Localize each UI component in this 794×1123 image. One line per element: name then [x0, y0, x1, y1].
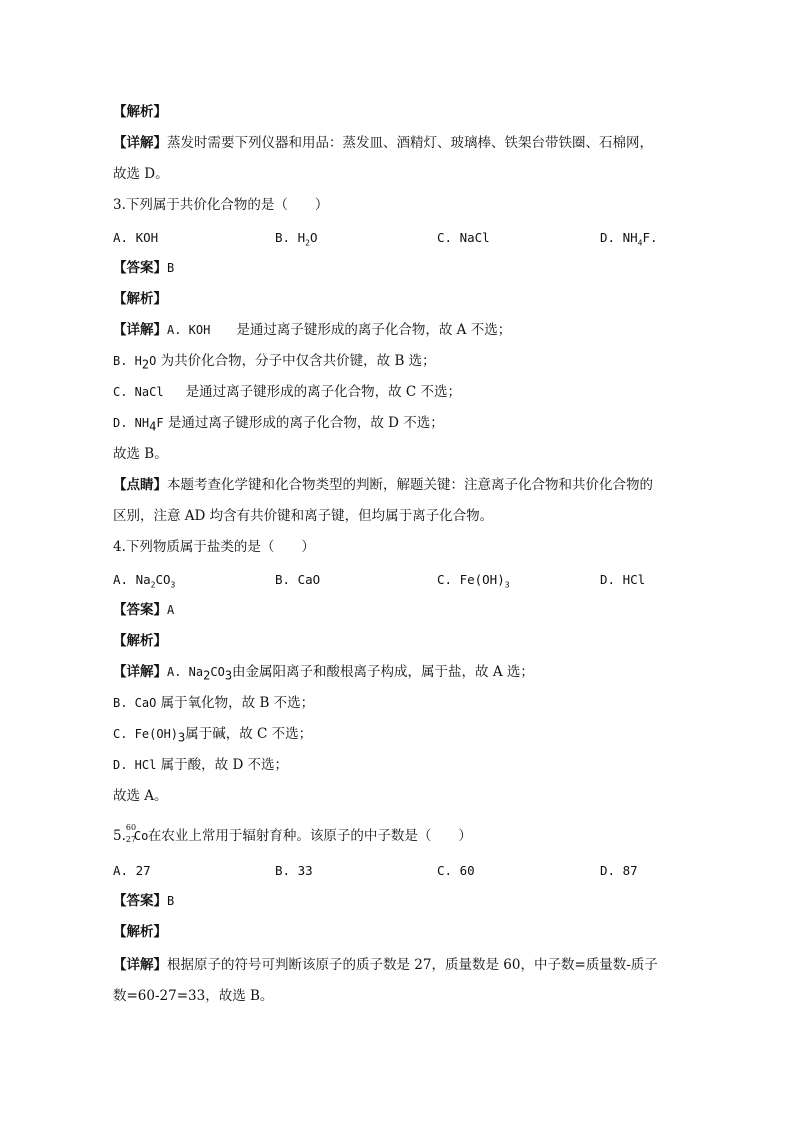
q5-detail-line2: 数=60-27=33，故选 B。 — [113, 988, 274, 1004]
q5-option-d: D. 87 — [600, 863, 638, 878]
q2-detail-text: 蒸发时需要下列仪器和用品：蒸发皿、酒精灯、玻璃棒、铁架台带铁圈、石棉网， — [167, 135, 653, 151]
nuclide-symbol: 60 27 Co — [125, 823, 149, 844]
q4-answer: 【答案】A — [113, 602, 175, 618]
q4-detail-c: C. $Fe(OH)_3$属于碱，故 C 不选； — [113, 726, 313, 745]
q4-conclusion: 故选 A。 — [113, 788, 168, 804]
q3-detail-a: 【详解】A. KOH 是通过离子键形成的离子化合物，故 A 不选； — [113, 322, 512, 338]
q4-detail-b: B. CaO 属于氧化物，故 B 不选； — [113, 695, 315, 711]
q5-question: 5. 60 27 Co 在农业上常用于辐射育种。该原子的中子数是（ ） — [113, 823, 472, 844]
q5-option-a: A. 27 — [113, 863, 151, 878]
q3-note-line1: 【点睛】本题考查化学键和化合物类型的判断，解题关键：注意离子化合物和共价化合物的 — [113, 477, 653, 493]
q3-option-c: C. NaCl — [437, 230, 490, 245]
q3-answer: 【答案】B — [113, 260, 175, 276]
q5-option-b: B. 33 — [275, 863, 313, 878]
q5-analysis-heading: 【解析】 — [113, 924, 167, 940]
q4-option-a: A. $Na_2CO_3$ — [113, 572, 176, 590]
q3-option-a: A. KOH — [113, 230, 159, 245]
detail-heading: 【详解】 — [113, 135, 167, 151]
q3-option-b: B. $H_2O$ — [275, 230, 318, 248]
q3-note-line2: 区别，注意 AD 均含有共价键和离子键，但均属于离子化合物。 — [113, 508, 494, 524]
q5-option-c: C. 60 — [437, 863, 475, 878]
q3-detail-c: C. NaCl 是通过离子键形成的离子化合物，故 C 不选； — [113, 384, 461, 400]
q3-detail-d: D. $NH_4F$ 是通过离子键形成的离子化合物，故 D 不选； — [113, 415, 444, 434]
q5-answer: 【答案】B — [113, 893, 175, 909]
q2-conclusion: 故选 D。 — [113, 166, 169, 182]
q3-analysis-heading: 【解析】 — [113, 291, 167, 307]
q5-detail-line1: 【详解】根据原子的符号可判断该原子的质子数是 27，质量数是 60，中子数=质量数-质子 — [113, 957, 658, 973]
q4-detail-d: D. HCl 属于酸，故 D 不选； — [113, 757, 289, 773]
q2-analysis-heading: 【解析】 — [113, 104, 167, 120]
q3-conclusion: 故选 B。 — [113, 446, 168, 462]
q3-detail-b: B. $H_2O$ 为共价化合物，分子中仅含共价键，故 B 选； — [113, 353, 436, 372]
q4-question: 4.下列物质属于盐类的是（ ） — [113, 539, 315, 555]
q4-option-b: B. CaO — [275, 572, 321, 587]
q4-analysis-heading: 【解析】 — [113, 633, 167, 649]
q3-option-d: D. $NH_4F$. — [600, 230, 658, 248]
q4-detail-a: 【详解】A. $Na_2CO_3$由金属阳离子和酸根离子构成，属于盐，故 A 选； — [113, 664, 534, 683]
q4-option-d: D. HCl — [600, 572, 646, 587]
q3-question: 3.下列属于共价化合物的是（ ） — [113, 197, 329, 213]
q4-option-c: C. $Fe(OH)_3$ — [437, 572, 510, 590]
q2-detail-line — [113, 133, 683, 153]
